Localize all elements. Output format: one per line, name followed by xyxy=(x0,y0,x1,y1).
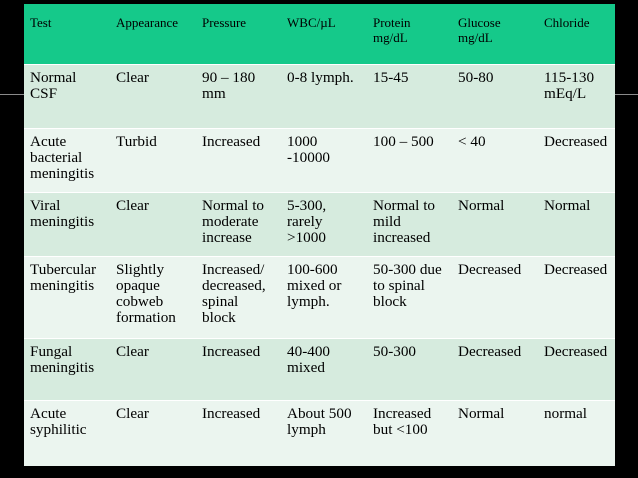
table-cell: Increased xyxy=(196,400,281,466)
table-cell: 115-130 mEq/L xyxy=(538,64,615,128)
table-cell: Increased xyxy=(196,128,281,192)
table-row xyxy=(24,128,615,192)
table-row xyxy=(24,192,615,256)
header-cell: Glucose mg/dL xyxy=(452,4,538,64)
table-cell: Clear xyxy=(110,192,196,256)
table-cell: Increased xyxy=(196,338,281,400)
table-cell: 1000 -10000 xyxy=(281,128,367,192)
table-cell: Clear xyxy=(110,64,196,128)
table-row xyxy=(24,256,615,338)
header-cell: Appearance xyxy=(110,4,196,64)
header-cell: WBC/µL xyxy=(281,4,367,64)
table-cell: Fungal meningitis xyxy=(24,338,110,400)
table-cell: Slightly opaque cobweb formation xyxy=(110,256,196,338)
table-cell: About 500 lymph xyxy=(281,400,367,466)
table-cell: Decreased xyxy=(538,256,615,338)
table-cell: Viral meningitis xyxy=(24,192,110,256)
table-cell: 50-300 due to spinal block xyxy=(367,256,452,338)
table-cell: 50-300 xyxy=(367,338,452,400)
table-cell: Tubercular meningitis xyxy=(24,256,110,338)
table-cell: Normal xyxy=(538,192,615,256)
header-cell: Chloride xyxy=(538,4,615,64)
table-row xyxy=(24,400,615,466)
table-cell: 5-300, rarely >1000 xyxy=(281,192,367,256)
table-cell: Decreased xyxy=(538,128,615,192)
table-cell: normal xyxy=(538,400,615,466)
table-cell: Clear xyxy=(110,338,196,400)
table-cell: 0-8 lymph. xyxy=(281,64,367,128)
table-cell: Acute bacterial meningitis xyxy=(24,128,110,192)
table-cell: 100 – 500 xyxy=(367,128,452,192)
table-cell: Increased/ decreased, spinal block xyxy=(196,256,281,338)
table-cell: 50-80 xyxy=(452,64,538,128)
csf-findings-table xyxy=(24,4,615,466)
table-cell: 90 – 180 mm xyxy=(196,64,281,128)
table-cell: 40-400 mixed xyxy=(281,338,367,400)
table-cell: Turbid xyxy=(110,128,196,192)
header-cell: Test xyxy=(24,4,110,64)
table-cell: Normal xyxy=(452,400,538,466)
table-cell: Normal to mild increased xyxy=(367,192,452,256)
table-cell: Acute syphilitic xyxy=(24,400,110,466)
table-cell: < 40 xyxy=(452,128,538,192)
table-cell: Normal to moderate increase xyxy=(196,192,281,256)
table-cell: Decreased xyxy=(452,256,538,338)
table-cell: 100-600 mixed or lymph. xyxy=(281,256,367,338)
header-cell: Pressure xyxy=(196,4,281,64)
table-cell: Decreased xyxy=(538,338,615,400)
table-row xyxy=(24,64,615,128)
table-cell: Increased but <100 xyxy=(367,400,452,466)
table-cell: Normal CSF xyxy=(24,64,110,128)
table-cell: Decreased xyxy=(452,338,538,400)
table-cell: 15-45 xyxy=(367,64,452,128)
csf-findings-table-container xyxy=(24,4,615,466)
table-cell: Clear xyxy=(110,400,196,466)
header-cell: Protein mg/dL xyxy=(367,4,452,64)
table-cell: Normal xyxy=(452,192,538,256)
table-header-row xyxy=(24,4,615,64)
table-row xyxy=(24,338,615,400)
